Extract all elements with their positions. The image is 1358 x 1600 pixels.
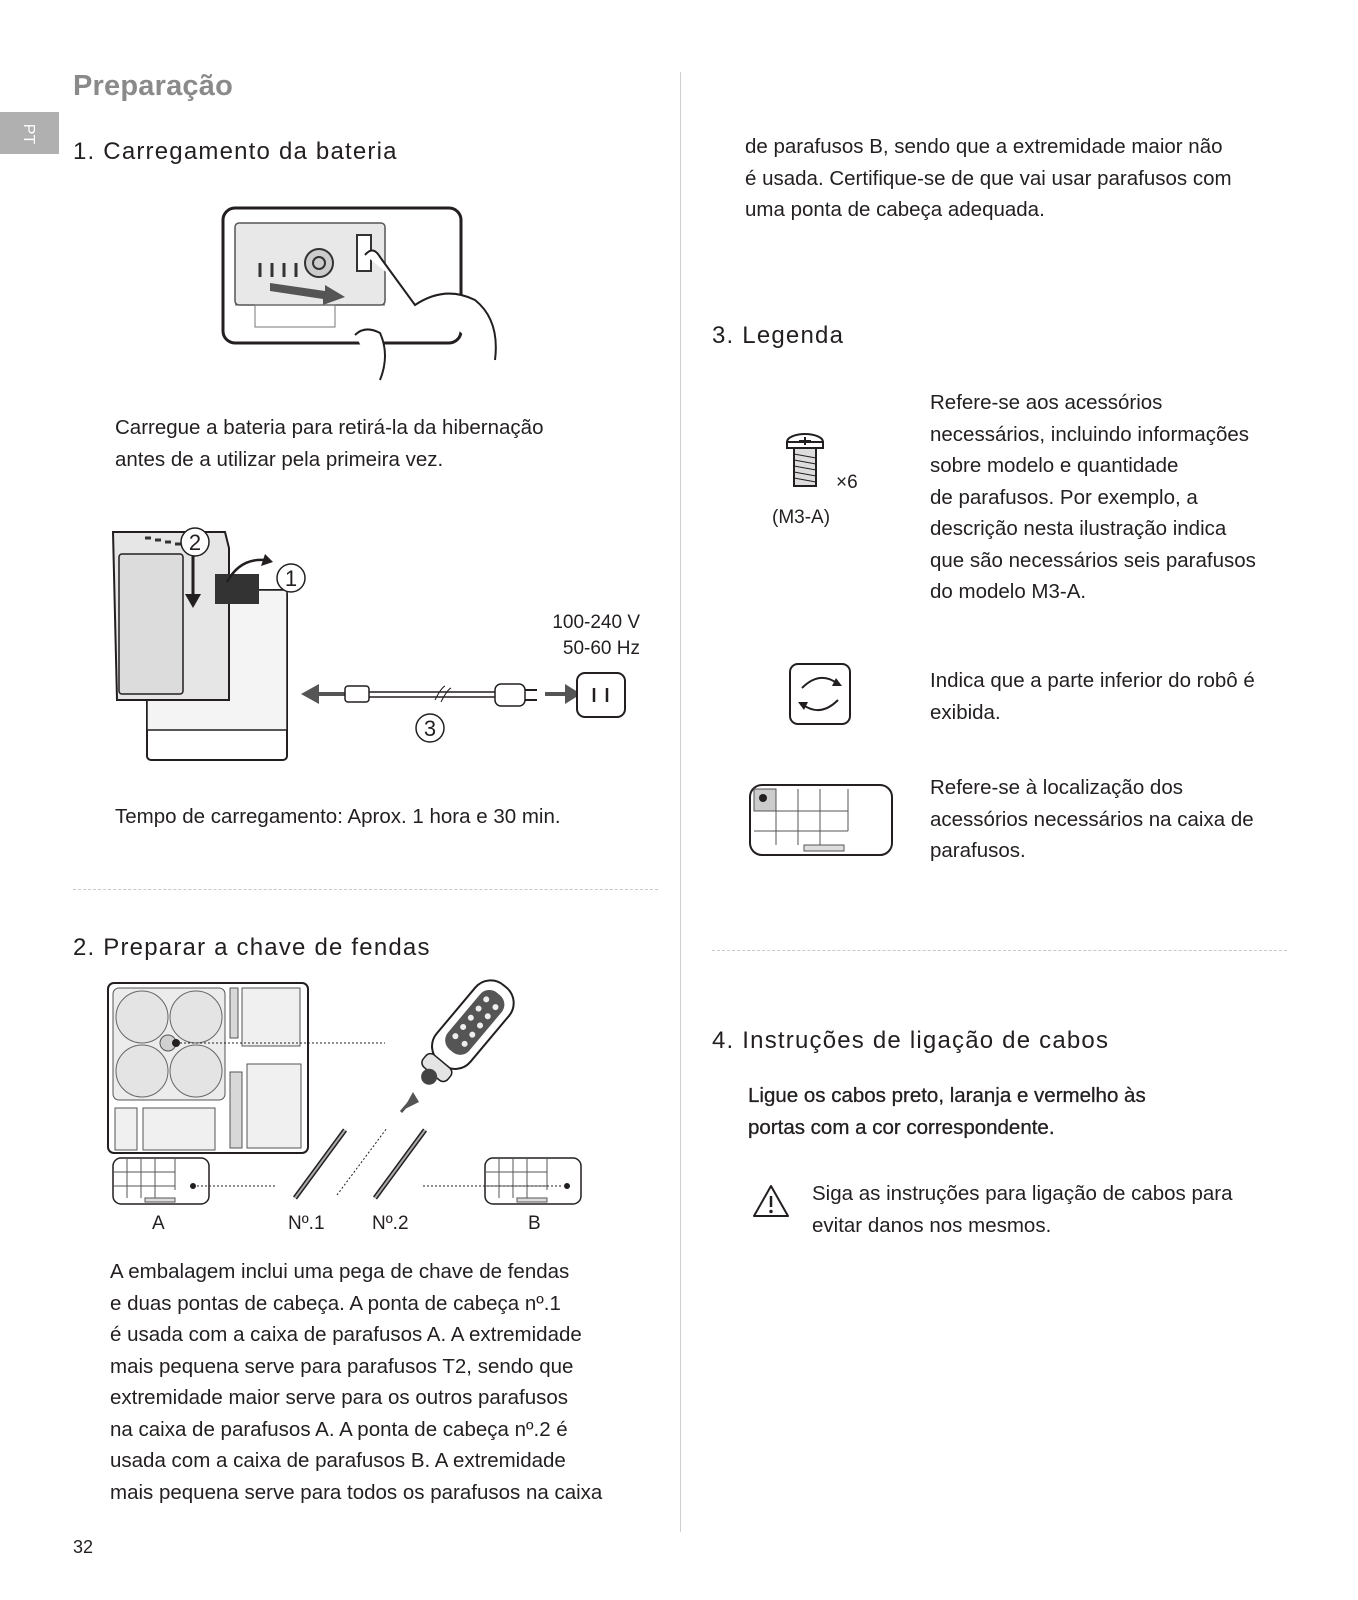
section4-heading: 4. Instruções de ligação de cabos [712,1027,1110,1054]
screw-box-location-icon [748,783,894,857]
legend2-line: Indica que a parte inferior do robô é [930,669,1255,692]
section2-continued-line: uma ponta de cabeça adequada. [745,198,1045,221]
section2-continued-line: de parafusos B, sendo que a extremidade maior não [745,135,1223,158]
legend3-line: acessórios necessários na caixa de [930,807,1254,831]
voltage-label: 100-240 V [552,612,640,633]
legend1-line: necessários, incluindo informações [930,422,1250,446]
legend1-line: sobre modelo e quantidade [930,454,1179,477]
legend1-line: Refere-se aos acessórios [930,391,1163,414]
legend2-text [930,665,1255,728]
box-a-label: A [152,1213,165,1234]
legend1-text [930,387,1256,608]
section4-instruction [748,1080,1146,1143]
section2-line: mais pequena serve para todos os parafusos na caixa [110,1480,603,1504]
step-1-label: 1 [284,566,298,591]
flip-over-icon [788,662,852,726]
section2-line: na caixa de parafusos A. A ponta de cabeça nº.2 é [110,1417,568,1441]
screw-icon [785,432,825,490]
language-tab [0,112,59,154]
page-title: Preparação [73,70,233,102]
section4-instruction-line: Ligue os cabos preto, laranja e vermelho às [748,1084,1146,1107]
legend1-line: do modelo M3-A. [930,580,1087,603]
screwdriver-kit-illustration [105,980,615,1250]
section2-line: é usada com a caixa de parafusos A. A extremidade [110,1323,582,1346]
box-b-label: B [528,1213,541,1234]
frequency-label: 50-60 Hz [562,638,640,659]
section3-heading: 3. Legenda [712,322,845,349]
section2-line: e duas pontas de cabeça. A ponta de cabeça nº.1 [110,1291,561,1315]
bit-no2-label: Nº.2 [372,1213,409,1234]
section2-paragraph [110,1256,602,1508]
legend3-line: parafusos. [930,839,1026,862]
section-divider [712,950,1287,951]
language-tab-label: PT [20,123,37,145]
section-divider [73,889,658,890]
warning-triangle-icon [752,1184,790,1218]
section1-heading: 1. Carregamento da bateria [73,138,398,165]
page-number: 32 [73,1537,94,1557]
section4-instruction-line: portas com a cor correspondente. [748,1115,1055,1139]
step-3-label: 3 [423,716,437,741]
screw-quantity: ×6 [836,472,858,493]
section2-line: extremidade maior serve para os outros parafusos [110,1386,569,1409]
legend1-line: que são necessários seis parafusos [930,548,1256,572]
section1-para-line1: Carregue a bateria para retirá-la da hibernação [115,416,544,439]
section2-heading: 2. Preparar a chave de fendas [73,934,431,961]
charge-time-text: Tempo de carregamento: Aprox. 1 hora e 30 min. [115,805,561,828]
screw-model: (M3-A) [772,507,831,528]
section2-continued-line: é usada. Certifique-se de que vai usar parafusos com [745,166,1232,190]
step-2-label: 2 [188,530,202,555]
legend3-line: Refere-se à localização dos [930,776,1183,799]
column-divider [680,72,681,1532]
warning-line: Siga as instruções para ligação de cabos para [812,1182,1233,1205]
section2-line: A embalagem inclui uma pega de chave de fendas [110,1260,570,1283]
legend1-line: de parafusos. Por exemplo, a [930,485,1198,509]
section2-line: mais pequena serve para parafusos T2, sendo que [110,1354,574,1378]
battery-button-illustration [215,205,505,385]
section2-continued [745,131,1232,226]
warning-line: evitar danos nos mesmos. [812,1213,1052,1237]
bit-no1-label: Nº.1 [288,1213,325,1234]
section2-line: usada com a caixa de parafusos B. A extremidade [110,1449,566,1472]
legend3-text [930,772,1254,867]
section1-para-line2: antes de a utilizar pela primeira vez. [115,447,444,471]
legend1-line: descrição nesta ilustração indica [930,517,1227,540]
warning-text [812,1178,1233,1241]
legend2-line: exibida. [930,700,1001,724]
